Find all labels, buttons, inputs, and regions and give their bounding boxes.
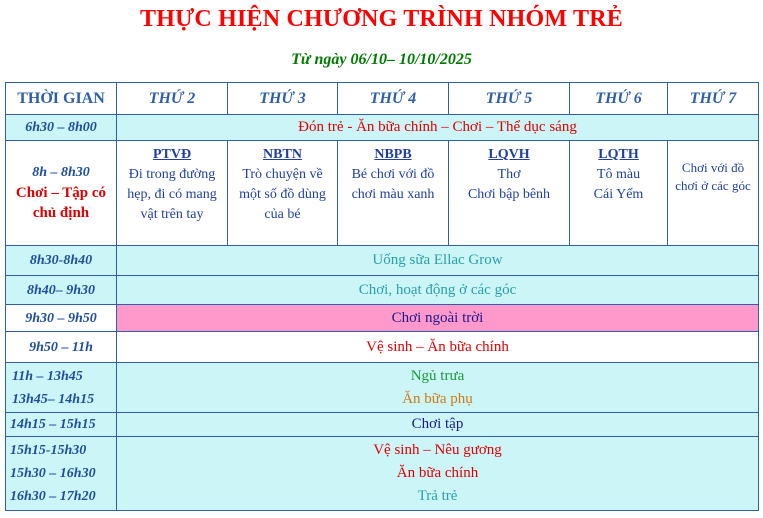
activity-cell: Uống sữa Ellac Grow (117, 246, 759, 276)
activity-label: Ăn bữa chính (396, 465, 479, 481)
activity-desc: Chơi bập bênh (467, 187, 551, 202)
table-row (6, 246, 759, 276)
activity-cell: Chơi với đồ chơi ở các góc (668, 141, 759, 246)
activity-code: PTVĐ (152, 147, 192, 162)
time-label: 15h30 – 16h30 (10, 466, 96, 481)
time-label: 11h – 13h45 (12, 368, 83, 384)
table-row (6, 413, 759, 437)
time-cell: 9h30 – 9h50 (6, 305, 117, 332)
table-row (6, 141, 759, 246)
time-cell (6, 363, 117, 413)
activity-type-label: Chơi – Tập có chủ định (15, 185, 107, 221)
activity-desc: Tô màu (596, 167, 641, 182)
activity-cell (117, 141, 228, 246)
activity-desc: Thơ (497, 167, 521, 182)
activity-cell (570, 141, 668, 246)
activity-cell: Chơi ngoài trời (117, 305, 759, 332)
header-day: THỨ 4 (338, 83, 449, 115)
activity-label: Ăn bữa phụ (402, 390, 473, 407)
activity-code: NBPB (374, 147, 412, 162)
time-cell: 14h15 – 15h15 (6, 413, 117, 437)
activity-code: LQTH (598, 147, 639, 162)
table-row (6, 305, 759, 332)
table-row (6, 332, 759, 363)
header-day: THỨ 5 (449, 83, 570, 115)
time-cell: 8h30-8h40 (6, 246, 117, 276)
activity-cell (117, 363, 759, 413)
table-row (6, 276, 759, 305)
header-day: THỨ 7 (668, 83, 759, 115)
schedule-table (5, 82, 759, 511)
activity-code: LQVH (488, 147, 530, 162)
table-row (6, 437, 759, 511)
time-cell (6, 437, 117, 511)
time-cell: 9h50 – 11h (6, 332, 117, 363)
time-cell (6, 141, 117, 246)
activity-cell (338, 141, 449, 246)
date-range: Từ ngày 06/10– 10/10/2025 (291, 51, 472, 68)
activity-desc: Trò chuyện về một số đồ dùng của bé (239, 167, 326, 222)
header-day: THỨ 3 (228, 83, 338, 115)
activity-label: Vệ sinh – Nêu gương (373, 442, 502, 458)
activity-desc: Đi trong đường hẹp, đi có mang vật trên tay (127, 167, 217, 222)
time-label: 16h30 – 17h20 (10, 489, 96, 504)
header-day: THỨ 2 (117, 83, 228, 115)
table-row (6, 115, 759, 141)
activity-cell: Vệ sinh – Ăn bữa chính (117, 332, 759, 363)
activity-desc: Cái Yếm (593, 187, 644, 202)
activity-cell: Chơi tập (117, 413, 759, 437)
time-cell: 8h40– 9h30 (6, 276, 117, 305)
page-title: THỰC HIỆN CHƯƠNG TRÌNH NHÓM TRẺ (140, 6, 623, 32)
activity-label: Ngủ trưa (410, 367, 465, 384)
activity-code: NBTN (263, 147, 302, 162)
activity-label: Trả trẻ (417, 488, 458, 504)
header-time: THỜI GIAN (6, 83, 117, 115)
time-label: 8h – 8h30 (32, 165, 90, 180)
activity-desc: Bé chơi với đồ chơi màu xanh (351, 167, 435, 202)
header-row (6, 83, 759, 115)
table-row (6, 363, 759, 413)
time-label: 15h15-15h30 (10, 443, 87, 458)
activity-cell (228, 141, 338, 246)
header-day: THỨ 6 (570, 83, 668, 115)
time-cell: 6h30 – 8h00 (6, 115, 117, 141)
activity-cell (449, 141, 570, 246)
time-label: 13h45– 14h15 (12, 391, 95, 407)
activity-cell (117, 437, 759, 511)
activity-cell: Chơi, hoạt động ở các góc (117, 276, 759, 305)
activity-cell: Đón trẻ - Ăn bữa chính – Chơi – Thể dục sáng (117, 115, 759, 141)
